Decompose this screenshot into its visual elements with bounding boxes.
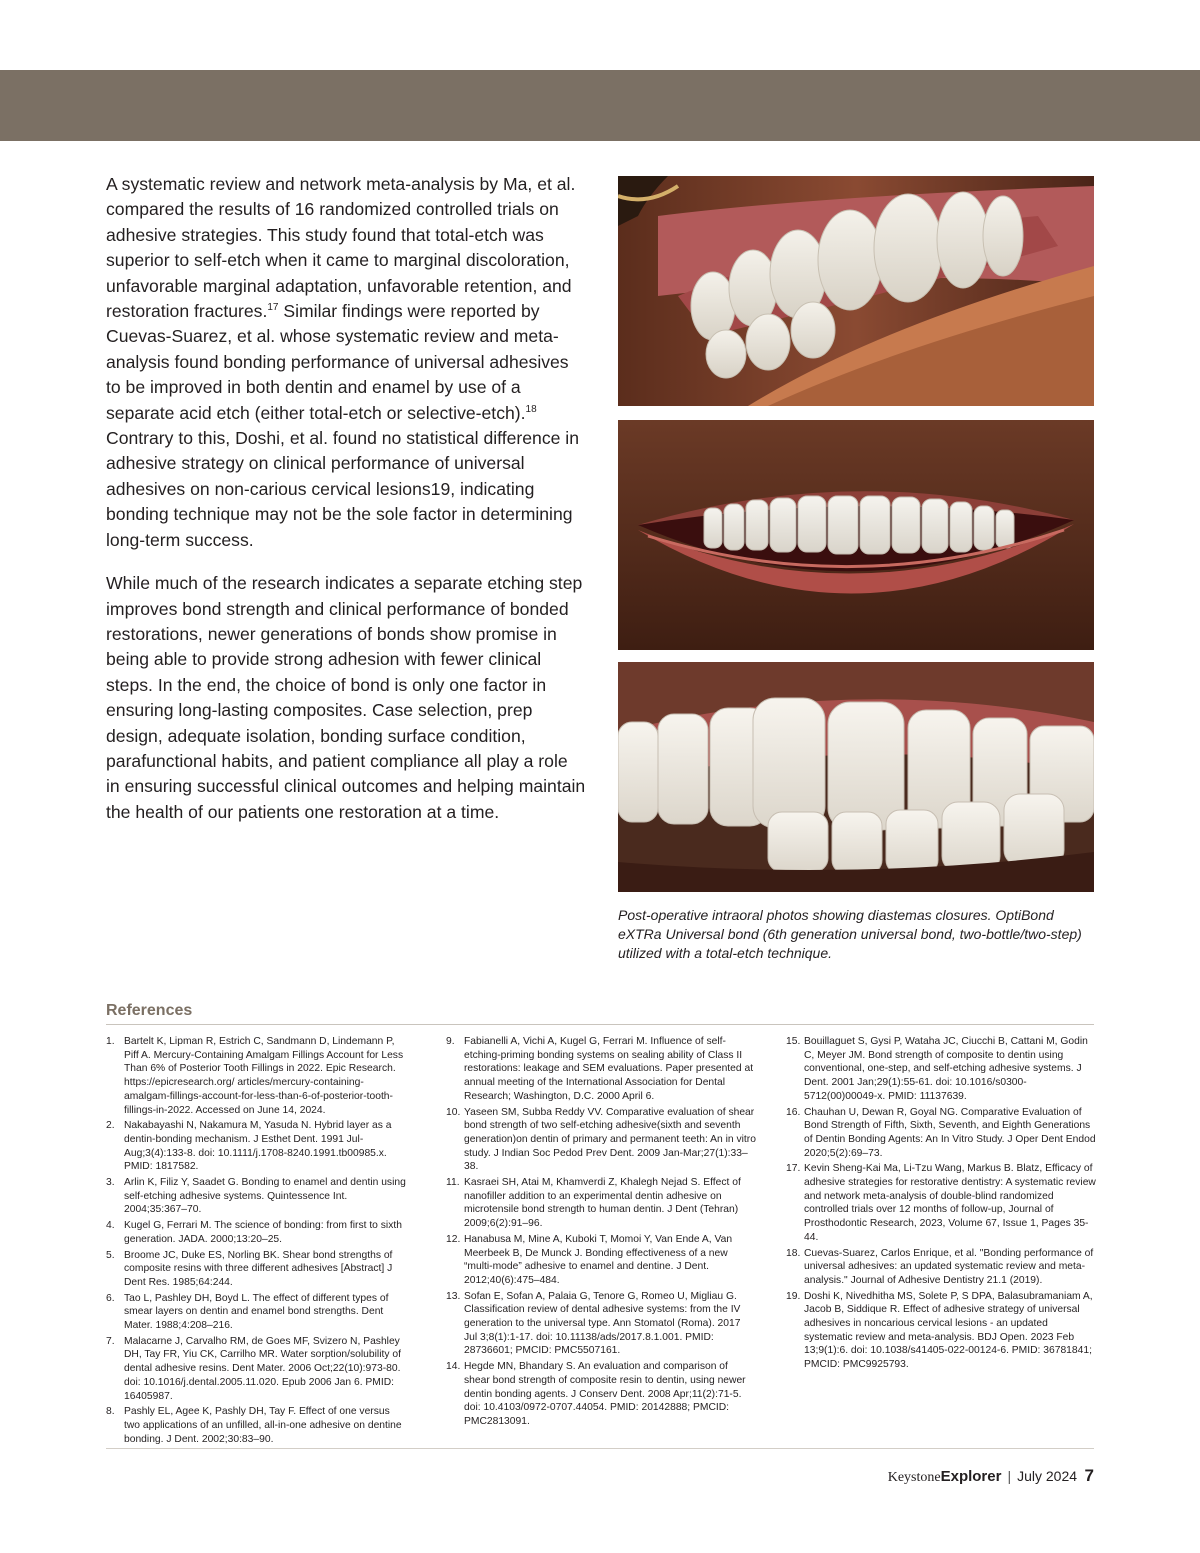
reference-text: Arlin K, Filiz Y, Saadet G. Bonding to enamel and dentin using self-etching adhesive systems. Quintessence Int. 2004;35:367–70.	[124, 1177, 406, 1216]
page-number: 7	[1084, 1466, 1094, 1485]
article-body	[106, 172, 586, 843]
reference-item	[446, 1360, 756, 1429]
reference-text: Tao L, Pashley DH, Boyd L. The effect of different types of smear layers on dentin and enamel bond strengths. Dent Mater. 1988;4:208–216.	[124, 1292, 389, 1332]
photo-lateral-drawing	[618, 176, 1094, 406]
reference-number: 18.	[786, 1247, 801, 1259]
reference-item	[786, 1162, 1096, 1244]
reference-number: 12.	[446, 1233, 461, 1245]
reference-number: 4.	[106, 1220, 115, 1232]
reference-item	[106, 1176, 406, 1217]
references-divider	[106, 1024, 1094, 1025]
reference-item	[106, 1292, 406, 1333]
page-footer	[888, 1466, 1094, 1486]
reference-item	[106, 1035, 406, 1117]
reference-text: Bartelt K, Lipman R, Estrich C, Sandmann D, Lindemann P, Piff A. Mercury-Containing Amalgam Fillings Account for Less Than 6% of Posterior Tooth Fillings in 2022. Epic Research. https://epicresearch.org/ articles/mercury-containing-amalgam-fillings-account-for-less-than-6-of-posterior-tooth-fillings-in-2022. Accessed on June 14, 2024.	[124, 1036, 404, 1116]
reference-item	[106, 1119, 406, 1174]
reference-number: 19.	[786, 1290, 801, 1302]
photo-smile-drawing	[618, 420, 1094, 650]
reference-number: 2.	[106, 1120, 115, 1132]
photo-caption: Post-operative intraoral photos showing diastemas closures. OptiBond eXTRa Universal bond (6th generation universal bond, two-bottle/two-step) utilized with a total-etch technique.	[618, 907, 1082, 961]
reference-text: Fabianelli A, Vichi A, Kugel G, Ferrari M. Influence of self-etching-priming bonding systems on sealing ability of Class II restorations: leakage and SEM evaluations. Paper presented at annual meeting of the International Association for Dental Research; Washington, D.C. 2000 April 6.	[464, 1036, 754, 1102]
reference-text: Hanabusa M, Mine A, Kuboki T, Momoi Y, Van Ende A, Van Meerbeek B, De Munck J. Bonding effectiveness of a new “multi-mode” adhesive to enamel and dentine. J Dent. 2012;40(6):475–484.	[464, 1233, 733, 1286]
footer-divider	[106, 1448, 1094, 1449]
intraoral-photo-lateral	[618, 176, 1094, 406]
reference-number: 17.	[786, 1163, 801, 1175]
reference-number: 13.	[446, 1290, 461, 1302]
references-column-1	[106, 1035, 406, 1448]
reference-number: 14.	[446, 1361, 461, 1373]
citation-18: 18	[525, 403, 537, 415]
paragraph-1-text-c: Contrary to this, Doshi, et al. found no statistical difference in adhesive strategy on clinical performance of universal adhesives on non-carious cervical lesions19, indicating bonding technique may not be the sole factor in determining long-term success.	[106, 428, 579, 550]
reference-item	[446, 1290, 756, 1359]
reference-text: Sofan E, Sofan A, Palaia G, Tenore G, Romeo U, Migliau G. Classification review of dental adhesive systems: from the IV generation to the universal type. Ann Stomatol (Roma). 2017 Jul 3;8(1):1-17. doi: 10.11138/ads/2017.8.1.001. PMID: 28736601; PMCID: PMC5507161.	[464, 1290, 741, 1357]
reference-text: Malacarne J, Carvalho RM, de Goes MF, Svizero N, Pashley DH, Tay FR, Yiu CK, Carrilho MR. Water sorption/solubility of dental adhesive resins. Dent Mater. 2006 Oct;22(10):973-80. doi: 10.1016/j.dental.2005.11.020. Epub 2006 Jan 6. PMID: 16405987.	[124, 1335, 401, 1402]
reference-item	[106, 1249, 406, 1290]
reference-text: Bouillaguet S, Gysi P, Wataha JC, Ciucchi B, Cattani M, Godin C, Meyer JM. Bond strength of composite to dentin using conventional, one-step, and self-etching adhesive systems. J Dent. 2001 Jan;29(1):55-61. doi: 10.1016/s0300-5712(00)00049-x. PMID: 11137639.	[804, 1036, 1088, 1102]
reference-number: 11.	[446, 1177, 460, 1189]
reference-number: 16.	[786, 1106, 801, 1118]
reference-item	[446, 1106, 756, 1175]
publication-name-light: Keystone	[887, 1470, 941, 1485]
article-paragraph-1	[106, 172, 586, 553]
reference-text: Nakabayashi N, Nakamura M, Yasuda N. Hybrid layer as a dentin-bonding mechanism. J Esthet Dent. 1991 Jul-Aug;3(4):133-8. doi: 10.1111/j.1708-8240.1991.tb00985.x. PMID: 1817582.	[124, 1120, 392, 1173]
reference-number: 5.	[106, 1249, 115, 1261]
reference-text: Kevin Sheng-Kai Ma, Li-Tzu Wang, Markus B. Blatz, Efficacy of adhesive strategies for restorative dentistry: A systematic review and network meta-analysis of double-blind randomized controlled trials over 12 months of follow-up, Journal of Prosthodontic Research, 2023, Volume 67, Issue 1, Pages 35-44.	[804, 1163, 1096, 1243]
reference-text: Yaseen SM, Subba Reddy VV. Comparative evaluation of shear bond strength of two self-etching adhesive(sixth and seventh generation)on dentin of primary and permanent teeth: An in vitro study. J Indian Soc Pedod Prev Dent. 2009 Jan-Mar;27(1):33–38.	[464, 1106, 756, 1173]
issue-date: July 2024	[1017, 1468, 1078, 1484]
references-heading: References	[106, 1002, 193, 1019]
reference-text: Pashly EL, Agee K, Pashly DH, Tay F. Effect of one versus two applications of an unfilled, all-in-one adhesive on dentine bonding. J Dent. 2002;30:83–90.	[124, 1406, 402, 1445]
reference-item	[446, 1176, 756, 1231]
references-column-2	[446, 1035, 756, 1431]
reference-text: Chauhan U, Dewan R, Goyal NG. Comparative Evaluation of Bond Strength of Fifth, Sixth, Seventh, and Eighth Generations of Dentin Bonding Agents: An In Vitro Study. J Oper Dent Endod 2020;5(2):69–73.	[804, 1106, 1096, 1159]
references-column-3	[786, 1035, 1096, 1374]
reference-item	[106, 1405, 406, 1446]
reference-item	[446, 1233, 756, 1288]
citation-17: 17	[267, 302, 279, 314]
reference-number: 9.	[446, 1036, 455, 1047]
reference-number: 7.	[106, 1335, 115, 1347]
reference-text: Kugel G, Ferrari M. The science of bonding: from first to sixth generation. JADA. 2000;13:20–25.	[124, 1220, 402, 1245]
reference-item	[786, 1290, 1096, 1372]
reference-number: 1.	[106, 1036, 115, 1047]
reference-text: Hegde MN, Bhandary S. An evaluation and comparison of shear bond strength of composite resin to dentin, using newer dentin bonding agents. J Conserv Dent. 2008 Apr;11(2):71-5. doi: 10.4103/0972-0707.44054. PMID: 20142888; PMCID: PMC2813091.	[464, 1361, 746, 1427]
publication-name-bold: Explorer	[940, 1468, 1002, 1485]
reference-number: 6.	[106, 1292, 115, 1304]
footer-separator: |	[1007, 1468, 1012, 1484]
reference-text: Cuevas-Suarez, Carlos Enrique, et al. "Bonding performance of universal adhesives: an updated systematic review and meta-analysis." Journal of Adhesive Dentistry 21.1 (2019).	[804, 1247, 1094, 1286]
reference-number: 15.	[786, 1036, 801, 1047]
reference-item	[446, 1035, 756, 1104]
reference-text: Doshi K, Nivedhitha MS, Solete P, S DPA, Balasubramaniam A, Jacob B, Siddique R. Effect of adhesive strategy of universal adhesives in noncarious cervical lesions - an updated systematic review and meta-analysis. BDJ Open. 2023 Feb 13;9(1):6. doi: 10.1038/s41405-022-00124-6. PMID: 36781841; PMCID: PMC9925793.	[804, 1290, 1093, 1371]
reference-item	[786, 1035, 1096, 1104]
reference-item	[106, 1219, 406, 1246]
reference-number: 3.	[106, 1177, 115, 1189]
reference-number: 8.	[106, 1406, 115, 1418]
reference-item	[106, 1335, 406, 1404]
reference-item	[786, 1106, 1096, 1161]
reference-text: Broome JC, Duke ES, Norling BK. Shear bond strengths of composite resins with three different adhesives [Abstract] J Dent Res. 1985;64:244.	[124, 1249, 393, 1288]
intraoral-photo-smile	[618, 420, 1094, 650]
reference-number: 10.	[446, 1106, 461, 1118]
reference-text: Kasraei SH, Atai M, Khamverdi Z, Khalegh Nejad S. Effect of nanofiller addition to an experimental dentin adhesive on microtensile bond strength to human dentin. J Dent (Tehran) 2009;6(2):91–96.	[464, 1177, 741, 1230]
paragraph-1-text-b: Similar findings were reported by Cuevas-Suarez, et al. whose systematic review and meta-analysis found bonding performance of universal adhesives to be improved in both dentin and enamel by use of a separate acid etch (either total-etch or selective-etch).	[106, 301, 569, 423]
intraoral-photo-frontal	[618, 662, 1094, 892]
paragraph-1-text-a: A systematic review and network meta-analysis by Ma, et al. compared the results of 16 randomized controlled trials on adhesive strategies. This study found that total-etch was superior to self-etch when it came to marginal discoloration, unfavorable marginal adaptation, unfavorable retention, and restoration fractures.	[106, 174, 576, 322]
header-band	[0, 70, 1200, 141]
reference-item	[786, 1247, 1096, 1288]
photo-frontal-drawing	[618, 662, 1094, 892]
article-paragraph-2: While much of the research indicates a separate etching step improves bond strength and clinical performance of bonded restorations, newer generations of bonds show promise in being able to provide strong adhesion with fewer clinical steps. In the end, the choice of bond is only one factor in ensuring long-lasting composites. Case selection, prep design, adequate isolation, bonding surface condition, parafunctional habits, and patient compliance all play a role in ensuring successful clinical outcomes and helping maintain the health of our patients one restoration at a time.	[106, 573, 586, 822]
